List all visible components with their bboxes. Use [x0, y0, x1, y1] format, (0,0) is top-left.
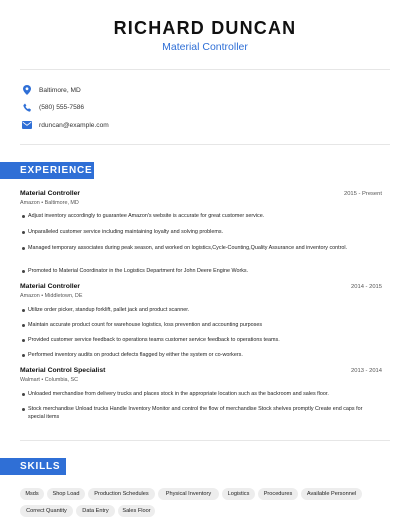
skill-chip: Procedures	[258, 488, 298, 500]
contact-location	[22, 83, 81, 97]
skills-heading: SKILLS	[0, 458, 66, 475]
list-item: Managed temporary associates during peak season, and worked on logistics,Cycle-Counting,Quality Assurance and inventory control.	[22, 244, 367, 252]
phone-text: (580) 555-7586	[39, 103, 85, 111]
list-item: Provided customer service feedback to operations teams customer service feedback to operations teams.	[22, 336, 367, 344]
divider	[20, 69, 390, 70]
job-location: Baltimore, MD	[44, 200, 79, 206]
list-item: Stock merchandise Unload trucks Handle Inventory Monitor and control the flow of merchandise Stock shelves promptly Create end caps for special items	[22, 405, 367, 421]
job-dates: 2014 - 2015	[351, 284, 382, 290]
skill-chip: Msds	[20, 488, 44, 500]
job-title-heading: Material Controller	[162, 41, 248, 53]
job-title: Material Control Specialist	[20, 367, 106, 374]
contact-email	[22, 118, 109, 132]
skill-chip: Production Schedules	[88, 488, 155, 500]
list-item: Performed inventory audits on product defects flagged by either the system or co-workers.	[22, 351, 367, 359]
skill-chip: Data Entry	[76, 505, 115, 517]
job-title: Material Controller	[20, 283, 81, 290]
location-text: Baltimore, MD	[39, 86, 81, 94]
job-company-location: Walmart • Columbia, SC	[20, 377, 79, 383]
skill-chip: Available Personnel	[301, 488, 362, 500]
list-item: Unloaded merchandise from delivery trucks and places stock in the appropriate location such as the backroom and sales floor.	[22, 390, 367, 398]
job-dates: 2015 - Present	[343, 191, 382, 197]
list-item: Maintain accurate product count for warehouse logistics, loss prevention and accounting purposes	[22, 321, 367, 329]
divider	[20, 440, 390, 441]
job-company-location: Amazon • Baltimore, MD	[20, 200, 79, 206]
job-company: Amazon	[20, 200, 40, 206]
job-company: Amazon	[20, 293, 40, 299]
job-dates: 2013 - 2014	[351, 368, 382, 374]
skill-chip: Logistics	[222, 488, 255, 500]
skill-chip: Physical Inventory	[158, 488, 219, 500]
divider	[20, 144, 390, 145]
candidate-name: RICHARD DUNCAN	[113, 18, 297, 38]
skill-chip: Correct Quantity	[20, 505, 73, 517]
experience-heading: EXPERIENCE	[0, 162, 94, 179]
job-company-location: Amazon • Middletown, DE	[20, 293, 83, 299]
job-title: Material Controller	[20, 190, 81, 197]
contact-phone	[22, 100, 84, 114]
list-item: Utilize order picker, standup forklift, pallet jack and product scanner.	[22, 306, 367, 314]
phone-icon	[22, 102, 32, 112]
location-pin-icon	[22, 85, 32, 95]
skill-chip: Shop Load	[47, 488, 85, 500]
list-item: Promoted to Material Coordinator in the Logistics Department for John Deere Engine Works.	[22, 267, 367, 275]
list-item: Unparalleled customer service including maintaining loyalty and solving problems.	[22, 228, 367, 236]
skill-chip: Sales Floor	[118, 505, 155, 517]
job-location: Columbia, SC	[44, 377, 79, 383]
email-icon	[22, 120, 32, 130]
email-text: rduncan@example.com	[39, 121, 109, 129]
list-item: Adjust inventory accordingly to guarantee Amazon's website is accurate for great customer service.	[22, 212, 367, 220]
job-location: Middletown, DE	[44, 293, 83, 299]
job-company: Walmart	[20, 377, 40, 383]
